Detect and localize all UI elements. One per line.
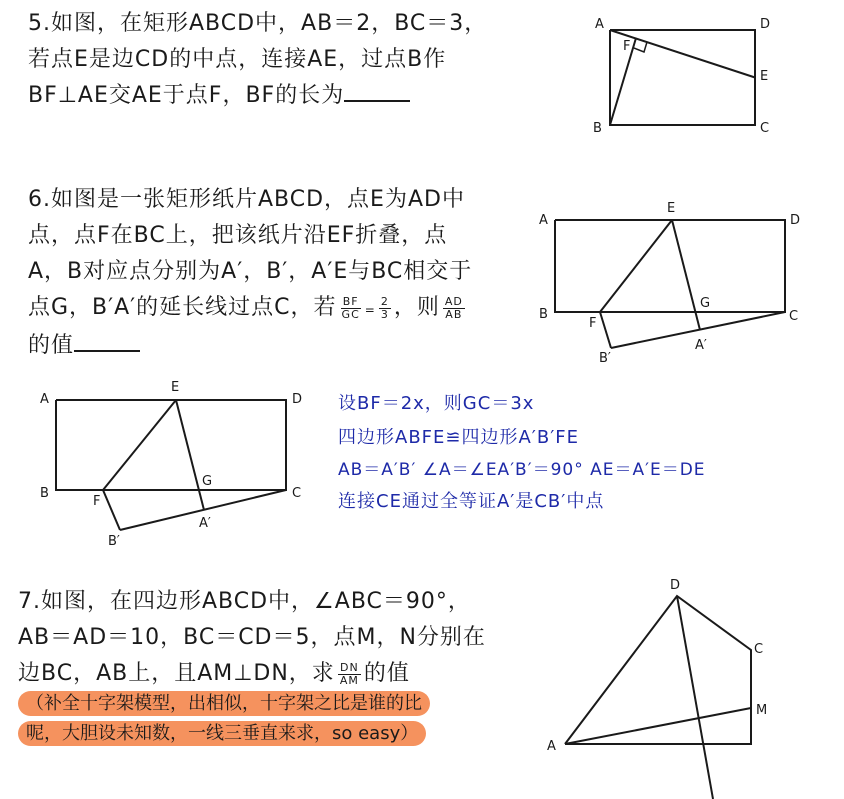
label-b: B <box>539 307 548 322</box>
label-c: C <box>789 309 799 324</box>
label-g: G <box>202 474 213 489</box>
label-d: D <box>670 578 681 593</box>
label-g: G <box>700 296 711 311</box>
label-c: C <box>292 486 302 501</box>
problem-7-line-2: AB＝AD＝10，BC＝CD＝5，点M，N分别在 <box>18 625 486 650</box>
solution-note-4: 连接CE通过全等证A′是CB′中点 <box>338 491 605 512</box>
problem-5-text <box>28 6 487 114</box>
problem-7-line-3: 边BC，AB上，且AM⊥DN，求 <box>18 661 335 686</box>
label-d: D <box>292 392 303 407</box>
ratio-bf-gc: $\frac{BF}{GC}$ <box>341 294 360 321</box>
hint-line-1: （补全十字架模型，出相似，十字架之比是谁的比 <box>18 691 430 716</box>
problem-6-line-5: 的值 <box>28 333 75 358</box>
figure-5 <box>585 10 785 135</box>
problem-6-line-4: 点G，B′A′的延长线过点C，若 <box>28 295 337 320</box>
problem-6-line-2: 点，点F在BC上，把该纸片沿EF折叠，点 <box>28 223 448 248</box>
label-e: E <box>171 380 180 395</box>
problem-5-line-1: 5.如图，在矩形ABCD中，AB＝2，BC＝3， <box>28 11 488 36</box>
problem-6-line-1: 6.如图是一张矩形纸片ABCD，点E为AD中 <box>28 187 465 212</box>
problem-6-line-3: A，B对应点分别为A′，B′，A′E与BC相交于 <box>28 259 473 284</box>
answer-blank-6 <box>74 330 140 352</box>
hint-highlight <box>18 687 430 747</box>
label-b-prime: B′ <box>599 351 611 366</box>
label-b: B <box>593 121 602 135</box>
hint-line-2: 呢，大胆设未知数，一线三垂直来求，so easy） <box>18 721 426 746</box>
label-f: F <box>93 494 101 509</box>
label-e: E <box>667 201 676 216</box>
label-e: E <box>760 69 769 84</box>
label-a-prime: A′ <box>199 516 211 531</box>
solution-note-2: 四边形ABFE≌四边形A′B′FE <box>338 427 580 448</box>
label-m: M <box>756 703 768 718</box>
label-a: A <box>40 392 49 407</box>
label-f: F <box>623 39 631 54</box>
label-a: A <box>595 17 604 32</box>
ratio-2-3: $\frac{2}{3}$ <box>380 294 389 321</box>
problem-7-line-1: 7.如图，在四边形ABCD中，∠ABC＝90°， <box>18 589 471 614</box>
label-d: D <box>760 17 771 32</box>
problem-7-text: 7.如图，在四边形ABCD中，∠ABC＝90°， AB＝AD＝10，BC＝CD＝5，点M，N分别在 边BC，AB上，且AM⊥DN，求 $\frac{DN}{AM}$ 的值 <box>18 584 486 692</box>
figure-7 <box>540 574 780 799</box>
label-c: C <box>754 642 764 657</box>
label-c: C <box>760 121 770 135</box>
problem-5-line-2: 若点E是边CD的中点，连接AE，过点B作 <box>28 47 447 72</box>
problem-6-text: 6.如图是一张矩形纸片ABCD，点E为AD中 点，点F在BC上，把该纸片沿EF折叠，点 A，B对应点分别为A′，B′，A′E与BC相交于 点G，B′A′的延长线过点C，若 $\frac{BF}{GC}$ = $\frac{2}{3}$ ，则 $\frac{AD}{AB}$ 的值 <box>28 182 472 364</box>
ratio-ad-ab: $\frac{AD}{AB}$ <box>444 294 463 321</box>
label-a: A <box>547 739 556 754</box>
solution-note-3: AB＝A′B′ ∠A＝∠EA′B′＝90° AE＝A′E＝DE <box>338 460 706 480</box>
figure-6 <box>535 196 815 366</box>
ratio-dn-am: $\frac{DN}{AM}$ <box>339 660 359 687</box>
label-d: D <box>790 213 801 228</box>
label-f: F <box>589 316 597 331</box>
label-a: A <box>539 213 548 228</box>
label-a-prime: A′ <box>695 338 707 353</box>
label-b-prime: B′ <box>108 534 120 549</box>
label-b: B <box>40 486 49 501</box>
solution-figure <box>36 375 321 550</box>
solution-note-1: 设BF＝2x，则GC＝3x <box>338 393 535 414</box>
answer-blank-5 <box>344 80 410 102</box>
problem-5-line-3: BF⊥AE交AE于点F，BF的长为 <box>28 83 345 108</box>
